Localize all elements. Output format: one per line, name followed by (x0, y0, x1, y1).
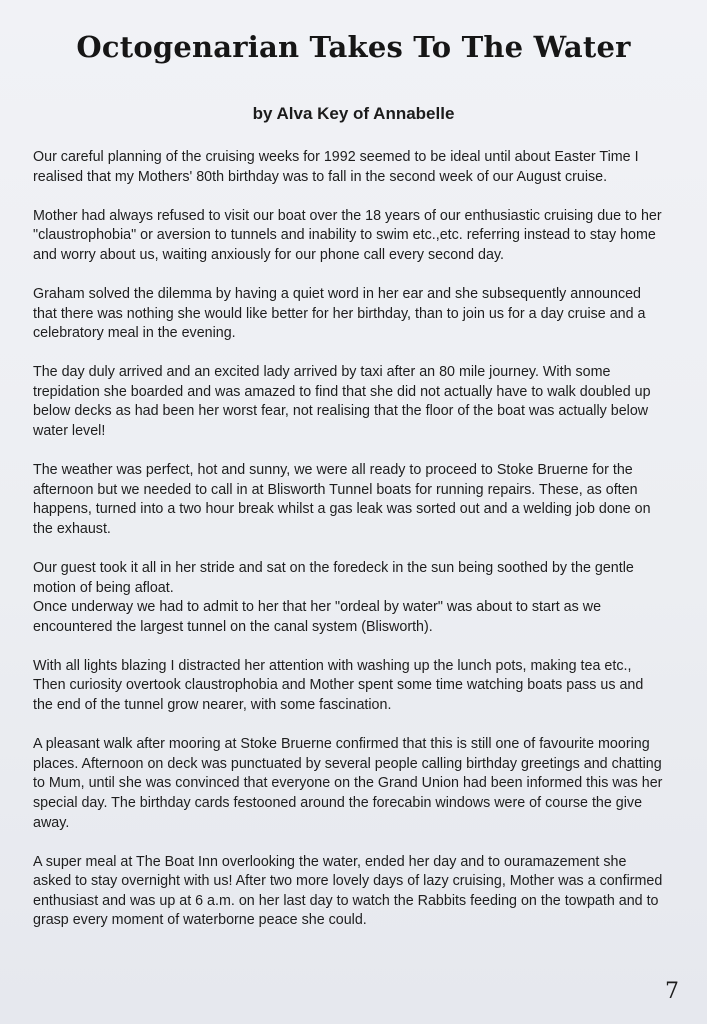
paragraph-5: The weather was perfect, hot and sunny, we were all ready to proceed to Stoke Bruerne for the afternoon but we needed to call in at Blisworth Tunnel boats for running repairs. These, as often happens, turned into a two hour break whilst a gas leak was sorted out and a welding job done on the exhaust. (33, 462, 651, 537)
paragraph-1: Our careful planning of the cruising weeks for 1992 seemed to be ideal until about Easter Time I realised that my Mothers' 80th birthday was to fall in the second week of our August cruise. (33, 149, 639, 185)
article-title: Octogenarian Takes To The Water (76, 30, 631, 64)
paragraph-9: A pleasant walk after mooring at Stoke Bruerne confirmed that this is still one of favourite mooring places. Afternoon on deck was punctuated by several people calling birthday greetings and chatting to Mum, until she was convinced that everyone on the Grand Union had been informed this was her special day. The birthday cards festooned around the forecabin windows were of course the give away. (33, 736, 663, 831)
paragraph-4: The day duly arrived and an excited lady arrived by taxi after an 80 mile journey. With some trepidation she boarded and was amazed to find that she did not actually have to walk doubled up below decks as had been her worst fear, not realising that the floor of the boat was actually below water level! (33, 364, 651, 440)
paragraph-2: Mother had always refused to visit our boat over the 18 years of our enthusiastic cruising due to her "claustrophobia" or aversion to tunnels and inability to swim etc.,etc. referring instead to stay home and worry about us, waiting anxiously for our phone call every second day. (33, 207, 662, 263)
paragraph-8: With all lights blazing I distracted her attention with washing up the lunch pots, making tea etc., Then curiosity overtook claustrophobia and Mother spent some time watching boats pass us and the end of the tunnel grow nearer, with some fascination. (33, 657, 644, 714)
page-number: 7 (665, 979, 679, 1004)
article-byline: by Alva Key of Annabelle (252, 104, 455, 123)
article-body (33, 148, 665, 931)
paragraph-6: Our guest took it all in her stride and sat on the foredeck in the sun being soothed by the gentle motion of being afloat. (33, 560, 634, 596)
paragraph-10: A super meal at The Boat Inn overlooking the water, ended her day and to ouramazement she asked to stay overnight with us! After two more lovely days of lazy cruising, Mother was a confirmed enthusiast and was up at 6 a.m. on her last day to watch the Rabbits feeding on the towpath and to grasp every moment of waterborne peace she could. (33, 853, 663, 929)
paragraph-3: Graham solved the dilemma by having a quiet word in her ear and she subsequently announced that there was nothing she would like better for her birthday, than to join us for a day cruise and a celebratory meal in the evening. (33, 285, 646, 342)
paragraph-7: Once underway we had to admit to her that her "ordeal by water" was about to start as we encountered the largest tunnel on the canal system (Blisworth). (33, 599, 602, 635)
